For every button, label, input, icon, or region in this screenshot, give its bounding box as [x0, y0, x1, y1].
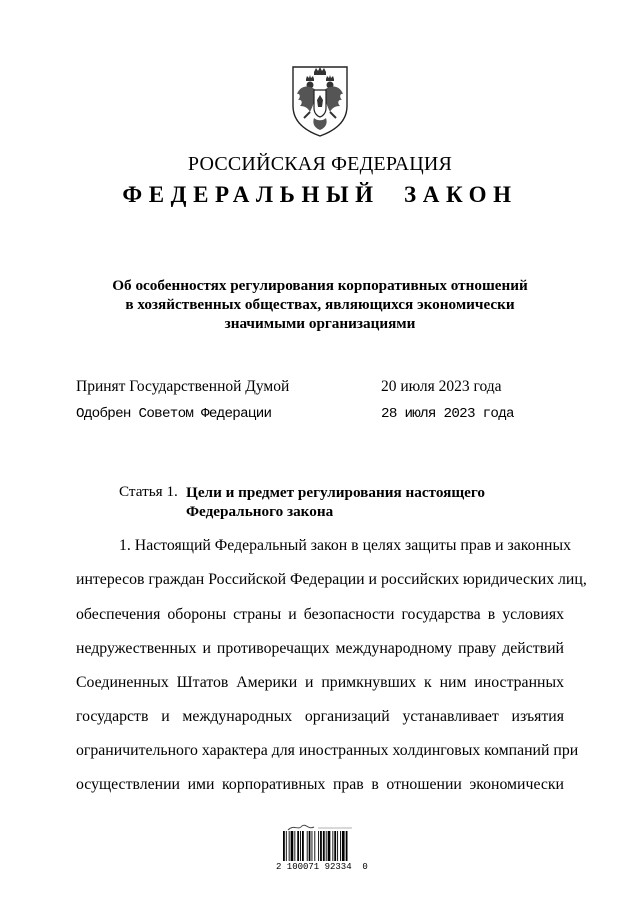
duma-adoption-date: 20 июля 2023 года	[381, 378, 502, 395]
duma-adoption-label: Принят Государственной Думой	[76, 378, 290, 395]
law-title-line: Об особенностях регулирования корпоративных отношений	[112, 277, 528, 294]
body-text-line: осуществлении ими корпоративных прав в отношении экономически	[76, 776, 564, 793]
article-title-line: Цели и предмет регулирования настоящего	[186, 484, 486, 501]
coat-of-arms-icon	[288, 62, 352, 138]
body-text-line: 1. Настоящий Федеральный закон в целях защиты прав и законных	[119, 537, 571, 554]
law-type-heading: ФЕДЕРАЛЬНЫЙ ЗАКОН	[122, 182, 518, 207]
barcode-icon	[283, 831, 357, 861]
article-label: Статья 1.	[119, 483, 178, 500]
body-text-line: интересов граждан Российской Федерации и российских юридических лиц,	[76, 571, 587, 588]
council-approval-date: 28 июля 2023 года	[381, 406, 514, 422]
body-text-line: Соединенных Штатов Америки и примкнувших к ним иностранных	[76, 674, 564, 691]
barcode-number: 2 100071 92334 0	[276, 862, 368, 872]
council-approval-label: Одобрен Советом Федерации	[76, 406, 272, 422]
body-text-line: ограничительного характера для иностранных холдинговых компаний при	[76, 742, 579, 759]
article-title	[186, 483, 485, 521]
body-text-line: государств и международных организаций устанавливает изъятия	[76, 708, 564, 725]
article-title-line: Федерального закона	[186, 503, 334, 520]
law-title-line: в хозяйственных обществах, являющихся экономически	[125, 296, 515, 313]
country-name: РОССИЙСКАЯ ФЕДЕРАЦИЯ	[187, 153, 453, 175]
body-text-line: недружественных и противоречащих международному праву действий	[76, 640, 564, 657]
body-text-line: обеспечения обороны страны и безопасности государства в условиях	[76, 606, 564, 623]
law-title	[0, 276, 640, 333]
law-title-line: значимыми организациями	[224, 315, 416, 332]
